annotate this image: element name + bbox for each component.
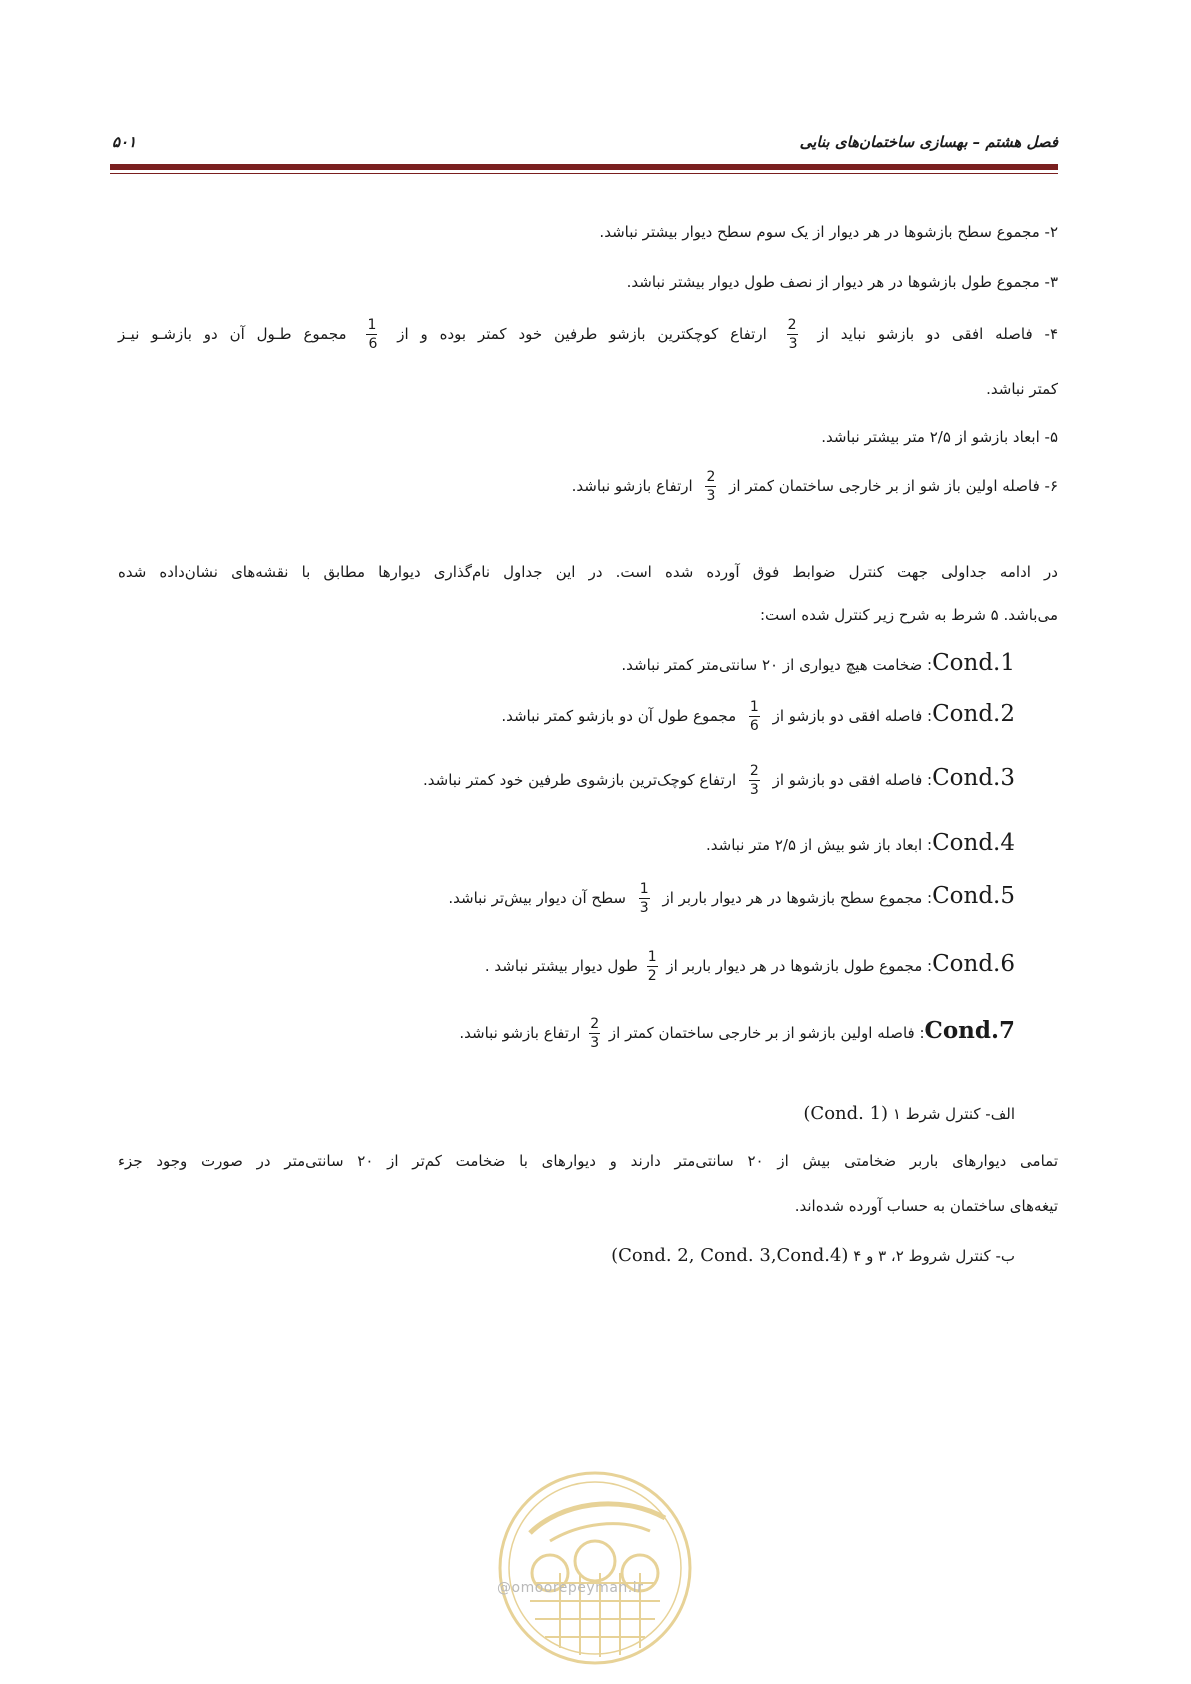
condition-5-fraction: $\frac{1}{3}$ (639, 881, 649, 916)
rule-6-part1: ۶- فاصله اولین باز شو از بر خارجی ساختمان کمتر از (729, 477, 1058, 495)
condition-6-tag: Cond.6 (932, 951, 1015, 977)
condition-7-text-after: ارتفاع بازشو نباشد. (459, 1024, 581, 1042)
condition-1-tag: Cond.1 (932, 650, 1015, 676)
condition-3-text: : فاصله افقی دو بازشو از (772, 771, 933, 789)
watermark-seal-icon (490, 1463, 700, 1673)
section-b-heading-ltr: (Cond. 2, Cond. 3,Cond.4) (611, 1245, 849, 1266)
rule-6-part2: ارتفاع بازشو نباشد. (571, 477, 693, 495)
rule-4-fraction-2: $\frac{1}{6}$ (367, 317, 378, 352)
at-icon: @ (497, 1580, 512, 1596)
condition-2-tag: Cond.2 (932, 701, 1015, 727)
header-rule-thick (110, 164, 1058, 170)
rule-5: ۵- ابعاد بازشو از ۲/۵ متر بیشتر نباشد. (821, 428, 1058, 446)
section-a-line-2: تیغه‌های ساختمان به حساب آورده شده‌اند. (794, 1197, 1058, 1215)
condition-5-text-after: سطح آن دیوار بیش‌تر نباشد. (448, 889, 626, 907)
condition-2-text: : فاصله افقی دو بازشو از (772, 707, 933, 725)
condition-3-text-after: ارتفاع کوچک‌ترین بازشوی طرفین خود کمتر نباشد. (423, 771, 737, 789)
rule-4-part3: مجموع طـول آن دو بازشـو نیـز (118, 325, 347, 343)
rule-6 (572, 470, 1058, 503)
header-rule-thin (110, 173, 1058, 174)
condition-7 (459, 1017, 1015, 1050)
rule-4-part1: ۴- فاصله افقی دو بازشو نباید از (817, 325, 1058, 343)
section-a-line-1: تمامی دیوارهای باربر ضخامتی بیش از ۲۰ سانتی‌متر دارند و دیوارهای با ضخامت کم‌تر از ۲۰ سانتی‌متر در صورت وجود جزء (118, 1152, 1059, 1170)
rule-6-fraction: $\frac{2}{3}$ (706, 469, 716, 504)
condition-5-tag: Cond.5 (932, 883, 1015, 909)
rule-4-part2: ارتفاع کوچکترین بازشو طرفین خود کمتر بوده و از (397, 325, 767, 343)
rule-4-fraction-1: $\frac{2}{3}$ (787, 317, 798, 352)
condition-5-text: : مجموع سطح بازشوها در هر دیوار باربر از (662, 889, 933, 907)
condition-6-text-after: طول دیوار بیشتر نباشد . (484, 957, 638, 975)
condition-1-text: : ضخامت هیچ دیواری از ۲۰ سانتی‌متر کمتر نباشد. (621, 656, 933, 674)
condition-4 (706, 830, 1015, 856)
watermark-url: @omoorepeyman.ir (497, 1580, 644, 1596)
page-number: ۵۰۱ (112, 133, 137, 151)
rule-4-continuation: کمتر نباشد. (986, 380, 1058, 398)
condition-2-text-after: مجموع طول آن دو بازشو کمتر نباشد. (501, 707, 737, 725)
condition-7-fraction: $\frac{2}{3}$ (590, 1016, 600, 1051)
condition-1 (621, 650, 1015, 676)
condition-3-tag: Cond.3 (932, 765, 1015, 791)
section-a-heading-ltr: (Cond. 1) (803, 1103, 889, 1124)
section-a-heading: الف- کنترل شرط ۱ (Cond. 1) (803, 1103, 1015, 1124)
intro-line-2: می‌باشد. ۵ شرط به شرح زیر کنترل شده است: (759, 606, 1058, 624)
chapter-title: فصل هشتم – بهسازی ساختمان‌های بنایی (799, 133, 1058, 151)
condition-2 (501, 700, 1015, 733)
rule-2: ۲- مجموع سطح بازشوها در هر دیوار از یک سوم سطح دیوار بیشتر نباشد. (599, 223, 1058, 241)
condition-3-fraction: $\frac{2}{3}$ (749, 763, 759, 798)
rule-4 (118, 318, 1058, 351)
condition-7-text: : فاصله اولین بازشو از بر خارجی ساختمان کمتر از (608, 1024, 925, 1042)
condition-3 (423, 764, 1015, 797)
condition-6-text: : مجموع طول بازشوها در هر دیوار باربر از (666, 957, 933, 975)
intro-line-1: در ادامه جداولی جهت کنترل ضوابط فوق آورده شده است. در این جداول نام‌گذاری دیوارها مطابق با نقشه‌های نشان‌داده شده (118, 563, 1058, 581)
condition-4-text: : ابعاد باز شو بیش از ۲/۵ متر نباشد. (705, 836, 933, 854)
condition-4-tag: Cond.4 (932, 830, 1015, 856)
section-b-heading: ب- کنترل شروط ۲، ۳ و ۴ (Cond. 2, Cond. 3,Cond.4) (611, 1245, 1015, 1266)
condition-7-tag: Cond.7 (924, 1017, 1015, 1044)
condition-6-fraction: $\frac{1}{2}$ (647, 949, 657, 984)
condition-5 (448, 882, 1015, 915)
condition-6 (485, 950, 1015, 983)
rule-3: ۳- مجموع طول بازشوها در هر دیوار از نصف طول دیوار بیشتر نباشد. (626, 273, 1058, 291)
condition-2-fraction: $\frac{1}{6}$ (749, 699, 759, 734)
